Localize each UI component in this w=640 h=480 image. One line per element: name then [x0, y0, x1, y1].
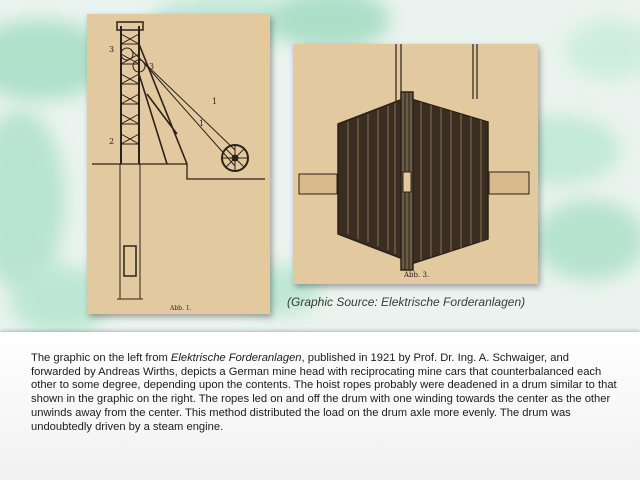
caption-panel	[0, 332, 640, 480]
publication-title: Elektrische Forderanlagen	[170, 352, 302, 364]
caption-text	[31, 352, 621, 434]
figure-number: 1	[212, 97, 218, 106]
figure-number: 1	[199, 119, 205, 128]
source-credit: (Graphic Source: Elektrische Forderanlagen)	[287, 295, 526, 309]
figure-number: 2	[109, 137, 115, 146]
hoist-drum-illustration	[293, 44, 538, 284]
figure-label: Abb. 1.	[170, 305, 192, 312]
figure-number: 3	[109, 45, 115, 54]
figure-label: Abb. 3.	[404, 271, 430, 279]
mine-head-illustration	[87, 14, 270, 314]
caption-text-start: The graphic on the left from	[31, 352, 171, 364]
caption-text-rest: , published in 1921 by Prof. Dr. Ing. A. Schwaiger, and forwarded by Andreas Wirths, depicts a German mine head with reciprocating mine cars that counterbalanced each other to some degree, depending upon the contents. The hoist ropes probably were deadened in a drum similar to that shown in the graphic on the right. The ropes led on and off the drum with one winding towards the center as the other unwinds away from the center. This method distributed the load on the drum axle more evenly. The drum was undoubtedly driven by a steam engine.	[31, 352, 617, 433]
figure-number: 3	[149, 62, 155, 71]
